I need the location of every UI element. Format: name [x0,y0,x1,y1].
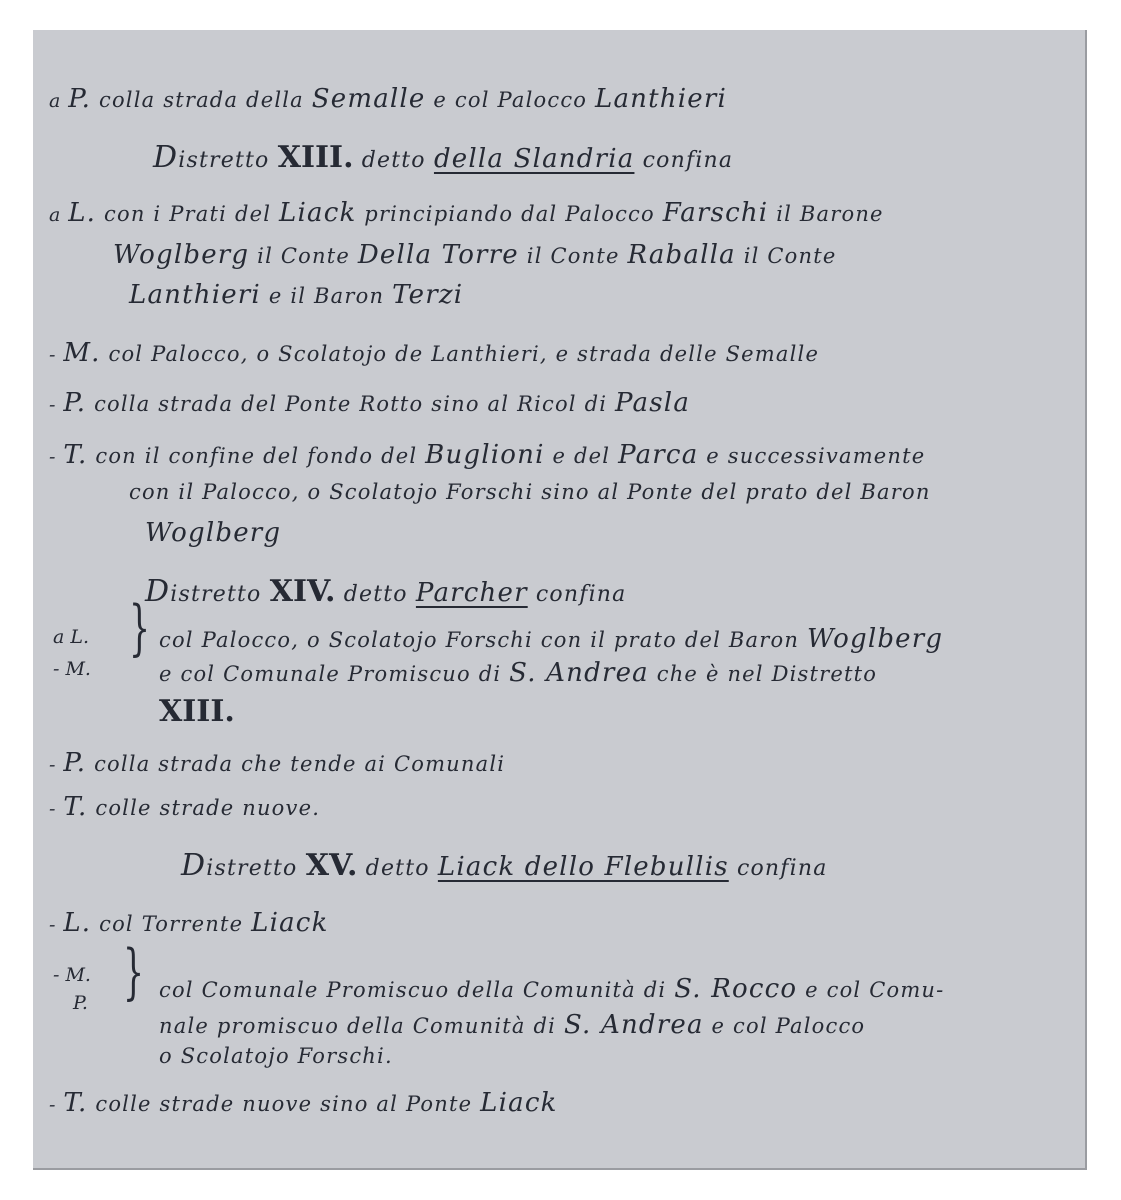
text-run: colla strada che tende ai Comunali [86,752,506,776]
line-7 [49,388,690,418]
line-19 [159,974,944,1004]
text-run: confina [527,582,627,607]
text-run: il Conte [518,244,628,268]
place-name: Liack [480,1088,558,1118]
district-14-heading [145,574,627,609]
place-name: Pasla [615,388,691,418]
text-run: colla strada della [99,88,312,112]
cardinal-abbrev: T. [63,440,88,470]
brace-marker-bottom: P. [73,992,88,1014]
district-number: XV. [305,848,358,883]
cardinal-abbrev: P. [63,748,87,778]
person-name: Woglberg [145,518,282,548]
text-run: colle strade nuove sino al Ponte [87,1092,481,1116]
curly-brace: } [123,937,145,1007]
brace-marker-top: - M. [53,964,91,986]
line-marker: a [49,90,61,112]
line-15 [49,748,505,778]
line-12 [159,624,943,654]
person-name: Woglberg [806,624,944,654]
line-marker: - [49,914,56,936]
text-run: detto [357,856,438,881]
text-run: che è nel Distretto [648,662,878,686]
line-6 [49,338,819,368]
cardinal-abbrev: T. [63,1088,88,1118]
text-run: colla strada del Ponte Rotto sino al Ricol di [86,392,616,416]
line-marker: - [49,344,56,366]
district-name: Liack dello Flebullis [437,852,729,882]
district-13-heading [153,140,733,175]
text-run: detto [335,582,416,607]
cardinal-abbrev: L. [68,198,97,228]
text-run: confina [728,856,828,881]
person-name: Raballa [627,240,736,270]
district-number: XIV. [269,574,336,609]
cardinal-abbrev: M. [63,338,101,368]
line-4 [113,240,837,270]
line-21 [159,1044,393,1068]
text-run: e col Palocco [703,1014,866,1038]
text-run: col Torrente [91,912,252,936]
line-marker: - [49,394,56,416]
drop-cap: D [153,140,179,175]
line-13 [159,658,877,688]
line-marker: - [49,446,56,468]
cardinal-abbrev: T. [63,792,88,822]
line-20 [159,1010,865,1040]
text-run: col Comunale Promiscuo della Comunità di [159,978,675,1002]
line-22 [49,1088,558,1118]
line-10 [145,518,281,548]
person-name: Terzi [392,280,464,310]
place-name: S. Andrea [509,658,649,688]
text-run: detto [353,148,434,173]
text-run: istretto [170,582,270,607]
person-name: Parca [618,440,699,470]
text-run: il Conte [249,244,358,268]
district-number: XIII. [277,140,354,175]
drop-cap: D [181,848,207,883]
text-run: e col Comunale Promiscuo di [159,662,510,686]
line-1 [49,84,727,114]
place-name: Lanthieri [595,84,727,114]
district-name: della Slandria [433,144,635,174]
curly-brace: } [129,593,151,663]
person-name: Buglioni [425,440,545,470]
line-marker: - [49,1094,56,1116]
district-name: Parcher [415,578,528,608]
place-name: Liack [279,198,357,228]
manuscript-page [33,30,1087,1170]
text-run: o Scolatojo Forschi. [159,1044,393,1068]
line-16 [49,792,320,822]
district-number: XIII. [159,694,235,729]
text-run: con il Palocco, o Scolatojo Forschi sino al Ponte del prato del Baron [129,480,931,504]
text-run: col Palocco, o Scolatojo de Lanthieri, e strada delle Semalle [100,342,820,366]
drop-cap: D [145,574,171,609]
cardinal-abbrev: L. [63,908,92,938]
place-name: S. Andrea [563,1010,704,1040]
district-15-heading [181,848,828,883]
text-run: il Conte [735,244,837,268]
text-run: e del [544,444,619,468]
place-name: S. Rocco [674,974,798,1004]
line-9 [129,480,931,504]
text-run: e successivamente [698,444,926,468]
line-marker: - [49,798,56,820]
line-14 [159,694,235,729]
text-run: il Barone [768,202,884,226]
text-run: con il confine del fondo del [87,444,426,468]
person-name: Woglberg [113,240,250,270]
text-run: e il Baron [260,284,393,308]
text-run: istretto [178,148,278,173]
text-run: principiando dal Palocco [356,202,663,226]
person-name: Della Torre [357,240,519,270]
text-run: col Palocco, o Scolatojo Forschi con il prato del Baron [159,628,807,652]
place-name: Semalle [311,84,426,114]
line-5 [129,280,463,310]
place-name: Liack [251,908,329,938]
line-18 [49,908,329,938]
brace-marker-bottom: - M. [53,658,91,680]
text-run: colle strade nuove. [87,796,321,820]
text-run: istretto [206,856,306,881]
brace-marker-top: a L. [53,626,90,648]
text-run: confina [634,148,734,173]
text-run: e col Palocco [425,88,596,112]
place-name: Farschi [662,198,769,228]
text-run: e col Comu- [797,978,945,1002]
line-marker: a [49,204,61,226]
text-run: nale promiscuo della Comunità di [159,1014,564,1038]
line-marker: - [49,754,56,776]
text-run: con i Prati del [96,202,280,226]
cardinal-abbrev: P. [63,388,87,418]
line-8 [49,440,925,470]
line-3 [49,198,884,228]
person-name: Lanthieri [129,280,261,310]
cardinal-abbrev: P. [68,84,92,114]
